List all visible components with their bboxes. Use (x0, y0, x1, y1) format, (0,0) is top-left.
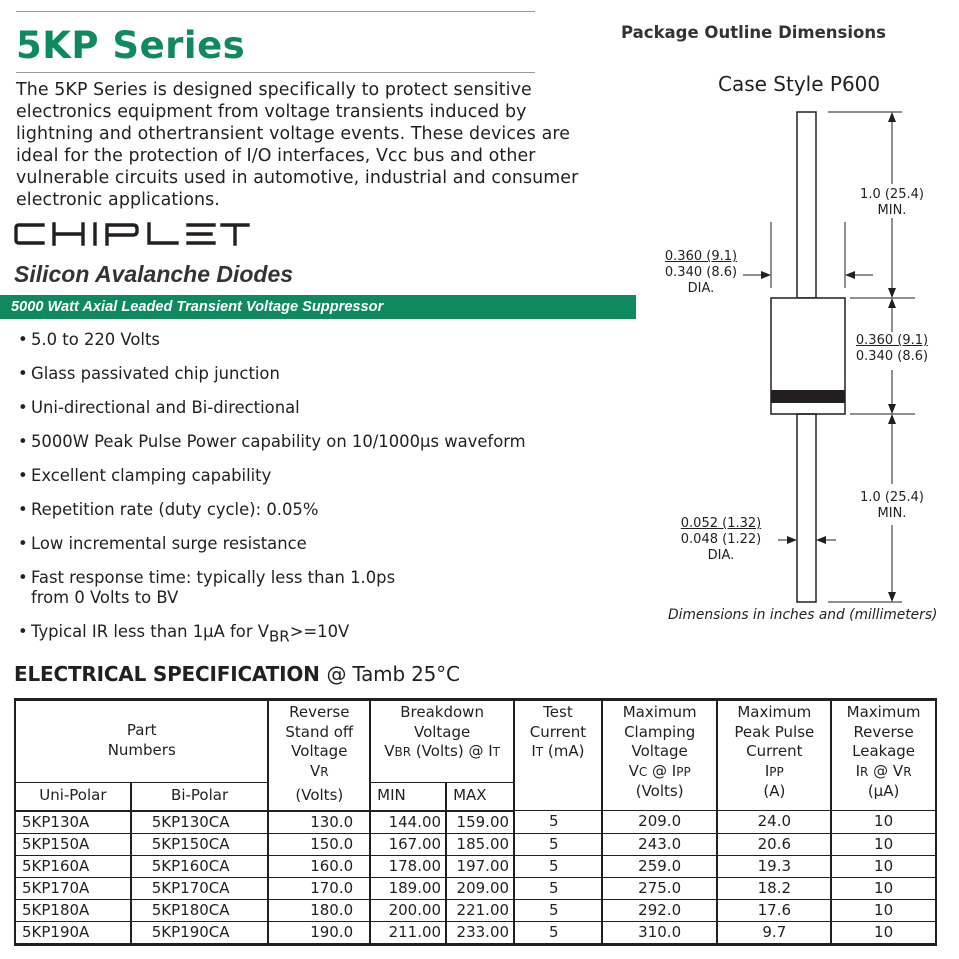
header-breakdown-voltage: Breakdown Voltage VBR (Volts) @ IT (370, 700, 514, 783)
feature-item: • 5.0 to 220 Volts (18, 330, 160, 349)
cathode-band (771, 390, 845, 403)
feature-item: • Excellent clamping capability (18, 466, 272, 485)
spec-heading: ELECTRICAL SPECIFICATION @ Tamb 25°C (14, 662, 460, 686)
lead-diameter-label: 0.052 (1.32) 0.048 (1.22) DIA. (680, 516, 762, 563)
header-part-numbers: Part Numbers (15, 700, 268, 783)
case-style-label: Case Style P600 (718, 72, 881, 96)
feature-item: • Low incremental surge resistance (18, 534, 307, 553)
header-peak-pulse-current: Maximum Peak Pulse Current IPP (A) (717, 700, 831, 811)
feature-item: • Glass passivated chip junction (18, 364, 280, 383)
feature-item: • Fast response time: typically less than 1.0ps from 0 Volts to BV (18, 568, 396, 607)
product-subtitle: Silicon Avalanche Diodes (14, 261, 294, 287)
header-reverse-standoff: Reverse Stand off Voltage VR (268, 700, 370, 783)
table-row: 5KP130A 5KP130CA 130.0 144.00 159.00 5 209.0 24.0 10 (15, 811, 936, 834)
table-row: 5KP170A 5KP170CA 170.0 189.00 209.00 5 275.0 18.2 10 (15, 877, 936, 899)
body-diameter-label: 0.360 (9.1) 0.340 (8.6) DIA. (664, 249, 738, 296)
header-reverse-leakage: Maximum Reverse Leakage IR @ VR (μA) (831, 700, 936, 811)
feature-item: • Repetition rate (duty cycle): 0.05% (18, 500, 319, 519)
feature-item: • 5000W Peak Pulse Power capability on 10/1000μs waveform (18, 432, 526, 451)
table-row: 5KP180A 5KP180CA 180.0 200.00 221.00 5 292.0 17.6 10 (15, 899, 936, 921)
package-heading: Package Outline Dimensions (621, 23, 886, 42)
bottom-lead-length-label: 1.0 (25.4) MIN. (860, 490, 924, 521)
bottom-lead (797, 414, 816, 602)
title-rule (16, 72, 535, 73)
bullet-icon: • (18, 568, 28, 587)
top-rule (16, 11, 535, 12)
bullet-icon: • (18, 534, 28, 553)
bullet-icon: • (18, 330, 28, 349)
header-min: MIN (370, 782, 446, 811)
bullet-icon: • (18, 622, 28, 641)
chiplet-logo-graphic (14, 222, 250, 246)
table-row: 5KP160A 5KP160CA 160.0 178.00 197.00 5 259.0 19.3 10 (15, 855, 936, 877)
header-reverse-unit: (Volts) (268, 782, 370, 811)
header-clamping-voltage: Maximum Clamping Voltage VC @ IPP (Volts) (602, 700, 718, 811)
brand-logo (14, 222, 250, 251)
feature-item: • Uni-directional and Bi-directional (18, 398, 300, 417)
header-max: MAX (446, 782, 514, 811)
bullet-icon: • (18, 364, 28, 383)
header-test-current: Test Current IT (mA) (514, 700, 602, 811)
table-row: 5KP190A 5KP190CA 190.0 211.00 233.00 5 310.0 9.7 10 (15, 921, 936, 944)
bullet-icon: • (18, 466, 28, 485)
top-lead-length-label: 1.0 (25.4) MIN. (860, 187, 924, 218)
page-title: 5KP Series (16, 24, 246, 67)
header-bi-polar: Bi-Polar (131, 782, 269, 811)
intro-paragraph: The 5KP Series is designed specifically to protect sensitive electronics equipment from voltage transients induced by lightning and othertransient voltage events. These devices are ideal for the protection of I/O interfaces, Vcc bus and other vulnerable circuits used in automotive, industrial and consumer electronic applications. (16, 80, 579, 210)
product-banner: 5000 Watt Axial Leaded Transient Voltage Suppressor (0, 295, 636, 319)
table-row: 5KP150A 5KP150CA 150.0 167.00 185.00 5 243.0 20.6 10 (15, 833, 936, 855)
electrical-spec-table (14, 698, 937, 946)
header-uni-polar: Uni-Polar (15, 782, 131, 811)
top-lead (797, 112, 816, 298)
bullet-icon: • (18, 500, 28, 519)
bullet-icon: • (18, 432, 28, 451)
feature-item: • Typical IR less than 1μA for $V_{BR}>=10V$ (18, 622, 350, 646)
body-length-label: 0.360 (9.1) 0.340 (8.6) (855, 333, 929, 364)
bullet-icon: • (18, 398, 28, 417)
dimensions-note: Dimensions in inches and (millimeters) (668, 607, 938, 623)
